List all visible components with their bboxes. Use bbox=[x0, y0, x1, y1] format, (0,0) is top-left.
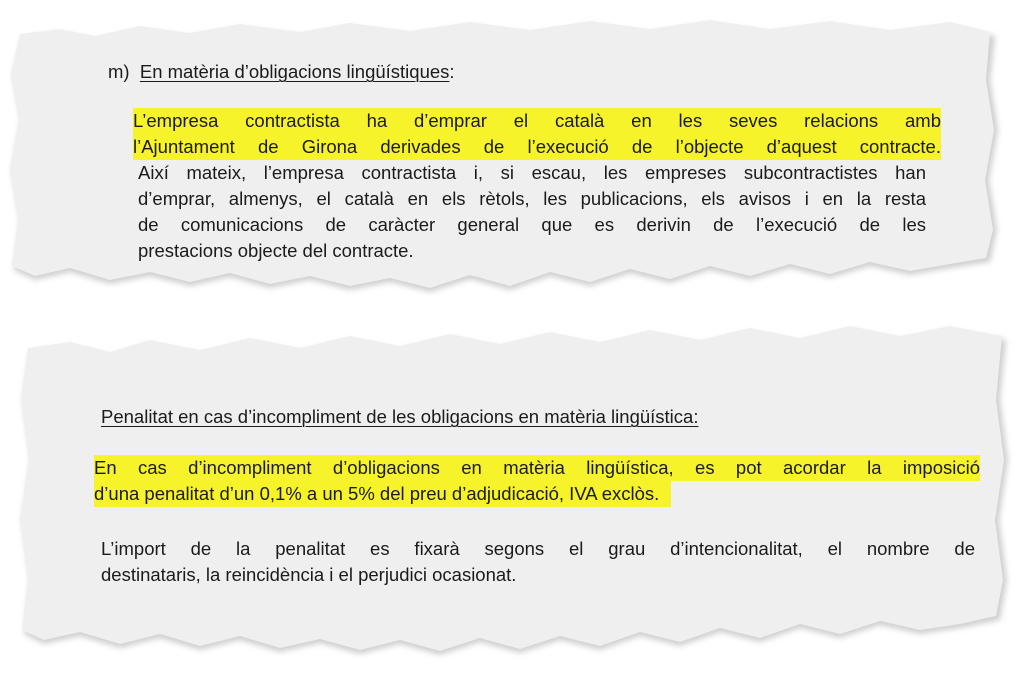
amount-line-2: destinataris, la reincidència i el perjudici ocasionat. bbox=[101, 564, 517, 585]
highlighted-penalty-line-2: d’una penalitat d’un 0,1% a un 5% del preu d’adjudicació, IVA exclòs. bbox=[94, 481, 671, 507]
heading-obligations: En matèria d’obligacions lingüístiques bbox=[139, 61, 450, 82]
heading-colon: : bbox=[693, 406, 699, 427]
highlighted-line-2: l’Ajuntament de Girona derivades de l’execució de l’objecte d’aquest contracte. bbox=[133, 134, 941, 160]
list-marker: m) bbox=[108, 61, 130, 82]
heading-penalty: Penalitat en cas d’incompliment de les obligacions en matèria lingüística bbox=[101, 406, 694, 427]
amount-line-1: L’import de la penalitat es fixarà segons el grau d’intencionalitat, el nombre de bbox=[101, 538, 975, 559]
body-line-4: d’emprar, almenys, el català en els rètols, les publicacions, els avisos i en la resta bbox=[138, 188, 926, 209]
highlighted-penalty-line-1: En cas d’incompliment d’obligacions en matèria lingüística, es pot acordar la imposició bbox=[94, 455, 980, 481]
body-line-6: prestacions objecte del contracte. bbox=[138, 240, 414, 261]
section-heading-penalty bbox=[101, 404, 698, 430]
body-line-5: de comunicacions de caràcter general que es derivin de l’execució de les bbox=[138, 214, 926, 235]
heading-colon: : bbox=[449, 61, 455, 82]
body-line-3: Així mateix, l’empresa contractista i, si escau, les empreses subcontractistes han bbox=[138, 162, 926, 183]
section-heading-m bbox=[108, 59, 455, 85]
highlighted-line-1: L’empresa contractista ha d’emprar el català en les seves relacions amb bbox=[133, 108, 941, 134]
